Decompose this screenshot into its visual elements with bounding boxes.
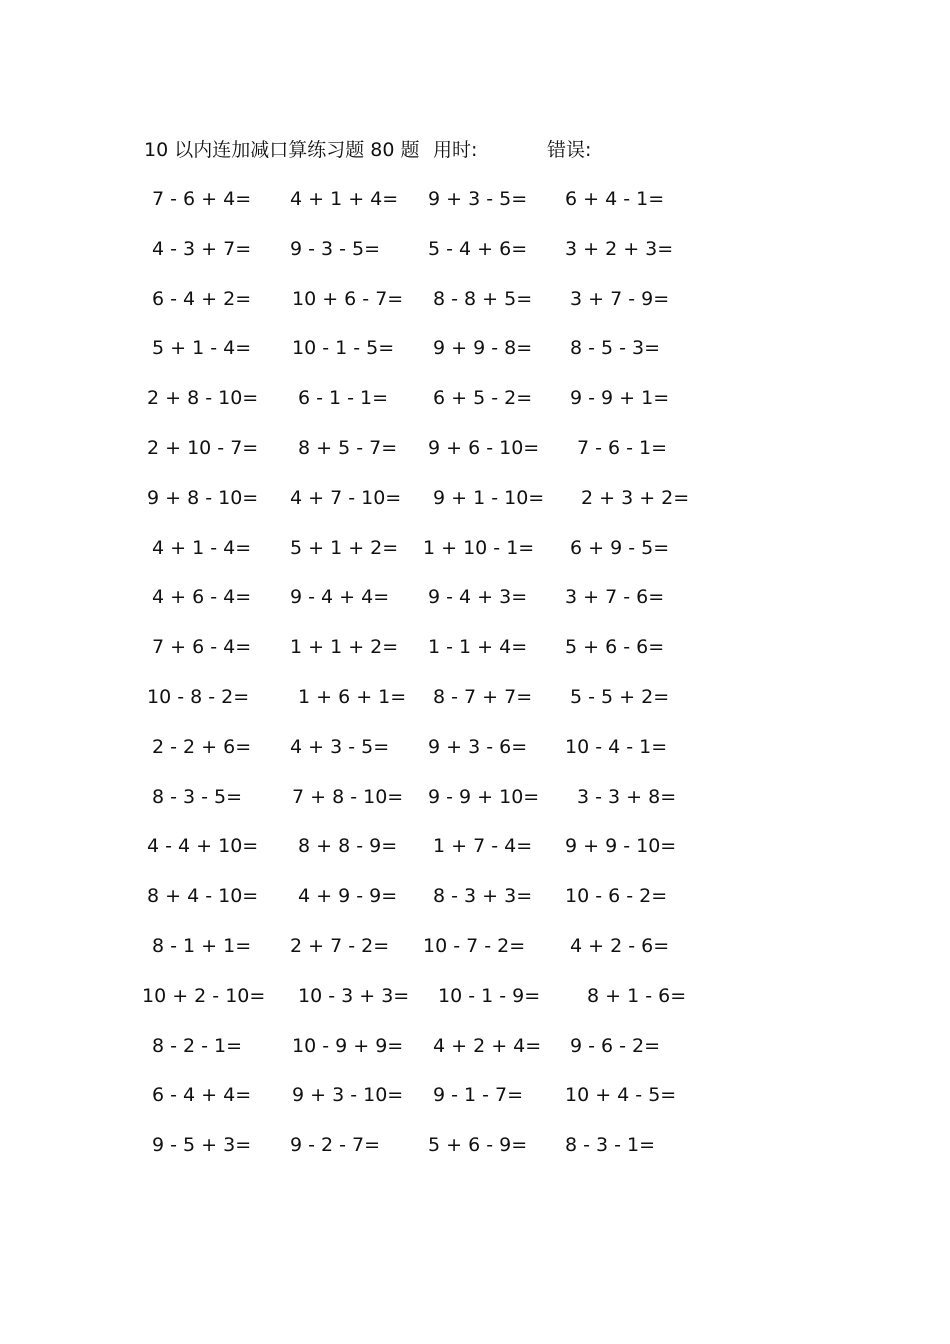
arithmetic-problem: 8 - 1 + 1= <box>152 934 252 957</box>
problem-row <box>0 632 950 682</box>
arithmetic-problem: 9 + 6 - 10= <box>428 436 540 459</box>
arithmetic-problem: 9 - 9 + 10= <box>428 785 540 808</box>
arithmetic-problem: 8 - 2 - 1= <box>152 1034 243 1057</box>
problem-row <box>0 881 950 931</box>
arithmetic-problem: 9 + 9 - 10= <box>565 835 677 858</box>
arithmetic-problem: 8 - 3 - 1= <box>565 1134 656 1157</box>
arithmetic-problem: 9 + 8 - 10= <box>147 486 259 509</box>
arithmetic-problem: 4 - 4 + 10= <box>147 835 259 858</box>
arithmetic-problem: 9 - 6 - 2= <box>570 1034 661 1057</box>
problem-row <box>0 931 950 981</box>
arithmetic-problem: 6 + 5 - 2= <box>433 387 533 410</box>
arithmetic-problem: 1 + 6 + 1= <box>298 685 407 708</box>
arithmetic-problem: 3 + 2 + 3= <box>565 237 674 260</box>
arithmetic-problem: 8 - 7 + 7= <box>433 685 533 708</box>
arithmetic-problem: 7 + 8 - 10= <box>292 785 404 808</box>
arithmetic-problem: 10 + 6 - 7= <box>292 287 404 310</box>
arithmetic-problem: 4 + 9 - 9= <box>298 885 398 908</box>
arithmetic-problem: 6 - 4 + 2= <box>152 287 252 310</box>
arithmetic-problem: 2 + 7 - 2= <box>290 934 390 957</box>
arithmetic-problem: 8 + 8 - 9= <box>298 835 398 858</box>
problem-row <box>0 333 950 383</box>
problem-grid <box>0 184 950 1180</box>
problem-row <box>0 533 950 583</box>
problem-row <box>0 234 950 284</box>
problem-row <box>0 1130 950 1180</box>
problem-row <box>0 284 950 334</box>
problem-row <box>0 383 950 433</box>
problem-row <box>0 831 950 881</box>
arithmetic-problem: 2 + 8 - 10= <box>147 387 259 410</box>
problem-row <box>0 1080 950 1130</box>
problem-row <box>0 433 950 483</box>
arithmetic-problem: 4 + 1 + 4= <box>290 188 399 210</box>
arithmetic-problem: 5 + 6 - 6= <box>565 636 665 659</box>
problem-row <box>0 483 950 533</box>
arithmetic-problem: 9 - 2 - 7= <box>290 1134 381 1157</box>
arithmetic-problem: 2 + 10 - 7= <box>147 436 259 459</box>
arithmetic-problem: 4 + 2 + 4= <box>433 1034 542 1057</box>
arithmetic-problem: 6 - 4 + 4= <box>152 1084 252 1107</box>
arithmetic-problem: 10 - 9 + 9= <box>292 1034 404 1057</box>
arithmetic-problem: 10 - 1 - 9= <box>438 984 541 1007</box>
arithmetic-problem: 10 - 4 - 1= <box>565 735 668 758</box>
arithmetic-problem: 6 - 1 - 1= <box>298 387 389 410</box>
arithmetic-problem: 5 + 6 - 9= <box>428 1134 528 1157</box>
arithmetic-problem: 8 + 1 - 6= <box>587 984 687 1007</box>
arithmetic-problem: 4 + 2 - 6= <box>570 934 670 957</box>
arithmetic-problem: 10 + 2 - 10= <box>142 984 266 1007</box>
arithmetic-problem: 8 - 5 - 3= <box>570 337 661 360</box>
arithmetic-problem: 5 + 1 - 4= <box>152 337 252 360</box>
error-label: 错误: <box>547 139 592 161</box>
arithmetic-problem: 4 - 3 + 7= <box>152 237 252 260</box>
problem-row <box>0 732 950 782</box>
arithmetic-problem: 10 - 3 + 3= <box>298 984 410 1007</box>
arithmetic-problem: 5 - 4 + 6= <box>428 237 528 260</box>
problem-row <box>0 682 950 732</box>
arithmetic-problem: 7 - 6 - 1= <box>577 436 668 459</box>
problem-row <box>0 782 950 832</box>
arithmetic-problem: 1 + 1 + 2= <box>290 636 399 659</box>
arithmetic-problem: 9 + 9 - 8= <box>433 337 533 360</box>
arithmetic-problem: 10 - 7 - 2= <box>423 934 526 957</box>
problem-row <box>0 184 950 234</box>
arithmetic-problem: 9 + 3 - 6= <box>428 735 528 758</box>
problem-row <box>0 1031 950 1081</box>
arithmetic-problem: 4 + 3 - 5= <box>290 735 390 758</box>
arithmetic-problem: 3 + 7 - 9= <box>570 287 670 310</box>
arithmetic-problem: 8 + 4 - 10= <box>147 885 259 908</box>
arithmetic-problem: 7 - 6 + 4= <box>152 188 252 210</box>
arithmetic-problem: 5 + 1 + 2= <box>290 536 399 559</box>
arithmetic-problem: 9 - 4 + 3= <box>428 586 528 609</box>
arithmetic-problem: 9 - 1 - 7= <box>433 1084 524 1107</box>
arithmetic-problem: 8 + 5 - 7= <box>298 436 398 459</box>
arithmetic-problem: 9 - 5 + 3= <box>152 1134 252 1157</box>
arithmetic-problem: 10 - 6 - 2= <box>565 885 668 908</box>
arithmetic-problem: 5 - 5 + 2= <box>570 685 670 708</box>
arithmetic-problem: 8 - 3 + 3= <box>433 885 533 908</box>
problem-row <box>0 582 950 632</box>
arithmetic-problem: 3 - 3 + 8= <box>577 785 677 808</box>
arithmetic-problem: 2 - 2 + 6= <box>152 735 252 758</box>
arithmetic-problem: 9 + 1 - 10= <box>433 486 545 509</box>
time-label: 用时: <box>433 139 478 161</box>
problem-row <box>0 981 950 1031</box>
arithmetic-problem: 10 - 1 - 5= <box>292 337 395 360</box>
arithmetic-problem: 9 + 3 - 5= <box>428 188 528 210</box>
arithmetic-problem: 2 + 3 + 2= <box>581 486 690 509</box>
arithmetic-problem: 10 + 4 - 5= <box>565 1084 677 1107</box>
arithmetic-problem: 4 + 7 - 10= <box>290 486 402 509</box>
arithmetic-problem: 1 + 7 - 4= <box>433 835 533 858</box>
arithmetic-problem: 1 + 10 - 1= <box>423 536 535 559</box>
arithmetic-problem: 6 + 9 - 5= <box>570 536 670 559</box>
arithmetic-problem: 4 + 6 - 4= <box>152 586 252 609</box>
worksheet-title: 10 以内连加减口算练习题 80 题 <box>144 139 420 161</box>
arithmetic-problem: 8 - 8 + 5= <box>433 287 533 310</box>
arithmetic-problem: 8 - 3 - 5= <box>152 785 243 808</box>
arithmetic-problem: 7 + 6 - 4= <box>152 636 252 659</box>
arithmetic-problem: 3 + 7 - 6= <box>565 586 665 609</box>
arithmetic-problem: 1 - 1 + 4= <box>428 636 528 659</box>
arithmetic-problem: 9 - 3 - 5= <box>290 237 381 260</box>
arithmetic-problem: 9 - 4 + 4= <box>290 586 390 609</box>
arithmetic-problem: 6 + 4 - 1= <box>565 188 665 210</box>
arithmetic-problem: 10 - 8 - 2= <box>147 685 250 708</box>
arithmetic-problem: 9 - 9 + 1= <box>570 387 670 410</box>
arithmetic-problem: 4 + 1 - 4= <box>152 536 252 559</box>
arithmetic-problem: 9 + 3 - 10= <box>292 1084 404 1107</box>
